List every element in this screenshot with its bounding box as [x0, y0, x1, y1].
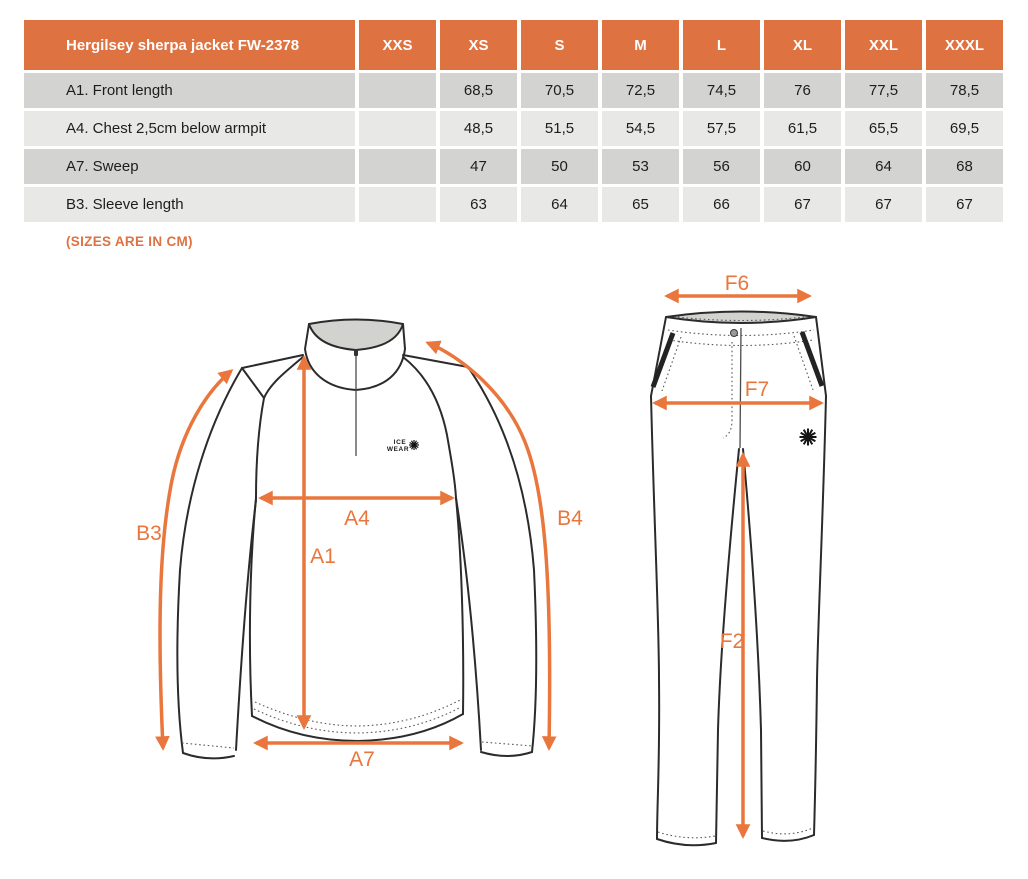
- icewear-logo: [387, 439, 419, 453]
- sizes-note: (SIZES ARE IN CM): [66, 234, 193, 249]
- cell: [359, 73, 436, 108]
- cell: 47: [440, 149, 517, 184]
- pants-fly: [740, 328, 741, 448]
- cell: 76: [764, 73, 841, 108]
- cell: 65: [602, 187, 679, 222]
- label-b3: B3: [136, 522, 162, 545]
- label-b4: B4: [557, 507, 583, 530]
- cell: 61,5: [764, 111, 841, 146]
- snowflake-icon: [800, 429, 817, 446]
- cell: 64: [521, 187, 598, 222]
- logo-text-ice: ICE: [393, 439, 407, 446]
- snowflake-icon: [409, 440, 419, 450]
- cell: 68,5: [440, 73, 517, 108]
- cell: [359, 187, 436, 222]
- jacket-drawing: [136, 320, 583, 772]
- cell: 64: [845, 149, 922, 184]
- cell: 74,5: [683, 73, 760, 108]
- row-label: A1. Front length: [24, 73, 355, 108]
- label-a7: A7: [349, 748, 375, 771]
- pocket-welt-left: [653, 333, 673, 387]
- size-col-xxxl: XXXL: [926, 20, 1003, 70]
- row-label: A4. Chest 2,5cm below armpit: [24, 111, 355, 146]
- pants-measure-arrows: [655, 272, 821, 836]
- size-col-s: S: [521, 20, 598, 70]
- garment-diagrams: [0, 260, 1028, 879]
- cell: 63: [440, 187, 517, 222]
- cell: 67: [926, 187, 1003, 222]
- size-table: [24, 20, 1003, 222]
- pants-drawing: [651, 272, 826, 845]
- cell: 78,5: [926, 73, 1003, 108]
- cell: 60: [764, 149, 841, 184]
- row-label: B3. Sleeve length: [24, 187, 355, 222]
- cell: 67: [764, 187, 841, 222]
- cell: 70,5: [521, 73, 598, 108]
- cell: 56: [683, 149, 760, 184]
- logo-text-wear: WEAR: [386, 446, 410, 453]
- cell: 65,5: [845, 111, 922, 146]
- jacket-collar-inner: [309, 320, 403, 351]
- cell: [359, 149, 436, 184]
- size-col-m: M: [602, 20, 679, 70]
- label-a4: A4: [344, 507, 370, 530]
- cell: 53: [602, 149, 679, 184]
- size-col-xs: XS: [440, 20, 517, 70]
- size-col-xxl: XXL: [845, 20, 922, 70]
- cell: 54,5: [602, 111, 679, 146]
- pants-waist-top: [666, 312, 816, 324]
- jacket-zipper-pull: [354, 349, 358, 356]
- label-f2: F2: [719, 630, 745, 653]
- table-title-cell: Hergilsey sherpa jacket FW-2378: [24, 20, 355, 70]
- cell: 66: [683, 187, 760, 222]
- cell: 68: [926, 149, 1003, 184]
- cell: 72,5: [602, 73, 679, 108]
- label-f6: F6: [724, 272, 750, 295]
- cell: 51,5: [521, 111, 598, 146]
- size-col-l: L: [683, 20, 760, 70]
- label-f7: F7: [744, 378, 770, 401]
- cell: 57,5: [683, 111, 760, 146]
- jacket-measure-arrows: [136, 343, 583, 771]
- cell: 50: [521, 149, 598, 184]
- cell: 69,5: [926, 111, 1003, 146]
- pants-button: [731, 330, 738, 337]
- cell: 67: [845, 187, 922, 222]
- arrow-b3: [160, 371, 231, 748]
- cell: [359, 111, 436, 146]
- size-col-xl: XL: [764, 20, 841, 70]
- label-a1: A1: [310, 545, 336, 568]
- cell: 48,5: [440, 111, 517, 146]
- row-label: A7. Sweep: [24, 149, 355, 184]
- size-col-xxs: XXS: [359, 20, 436, 70]
- cell: 77,5: [845, 73, 922, 108]
